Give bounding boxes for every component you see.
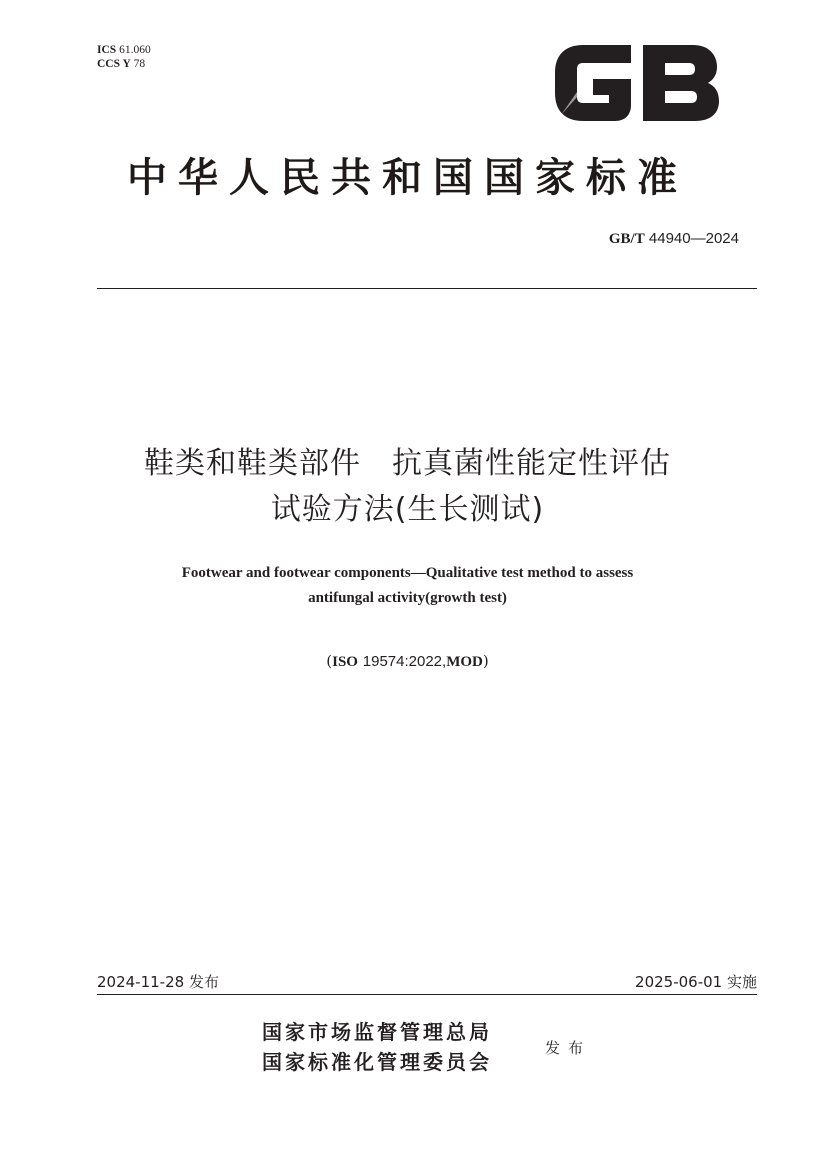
english-title (0, 561, 815, 611)
iso-reference (0, 651, 815, 672)
iso-label: ISO (332, 654, 358, 670)
standard-number (609, 229, 739, 249)
issuer-samr: 国家市场监督管理总局 (262, 1020, 492, 1044)
gb-logo (553, 43, 721, 123)
iso-open-paren: ( (326, 652, 333, 670)
chinese-title-line-1: 鞋类和鞋类部件 抗真菌性能定性评估 (144, 446, 671, 481)
classification-codes (97, 43, 151, 71)
iso-number: 19574:2022, (362, 653, 447, 670)
ics-code-line (97, 43, 151, 57)
ccs-code: 78 (133, 58, 146, 70)
bottom-divider (97, 994, 757, 995)
standard-number-value: 44940—2024 (648, 230, 739, 247)
publish-label: 发布 (545, 1039, 592, 1057)
issue-date: 2024-11-28 发布 (97, 973, 219, 991)
chinese-title-line-2: 试验方法(生长测试) (270, 492, 545, 527)
implementation-date: 2025-06-01 实施 (635, 973, 757, 991)
ics-label: ICS (97, 44, 117, 56)
ccs-label: CCS Y (97, 58, 131, 70)
ccs-code-line (97, 57, 151, 71)
issuer-sac: 国家标准化管理委员会 (262, 1050, 492, 1074)
chinese-title (0, 441, 815, 533)
english-title-line-1: Footwear and footwear components—Qualitative test method to assess (181, 565, 634, 581)
english-title-line-2: antifungal activity(growth test) (308, 590, 507, 606)
iso-relation: MOD (446, 654, 483, 670)
top-divider (97, 288, 757, 289)
ics-code: 61.060 (119, 44, 151, 56)
standard-prefix: GB/T (608, 231, 645, 247)
issuing-authorities (262, 1017, 492, 1077)
national-standard-heading: 中华人民共和国国家标准 (127, 154, 688, 201)
iso-close-paren: ) (482, 652, 489, 670)
